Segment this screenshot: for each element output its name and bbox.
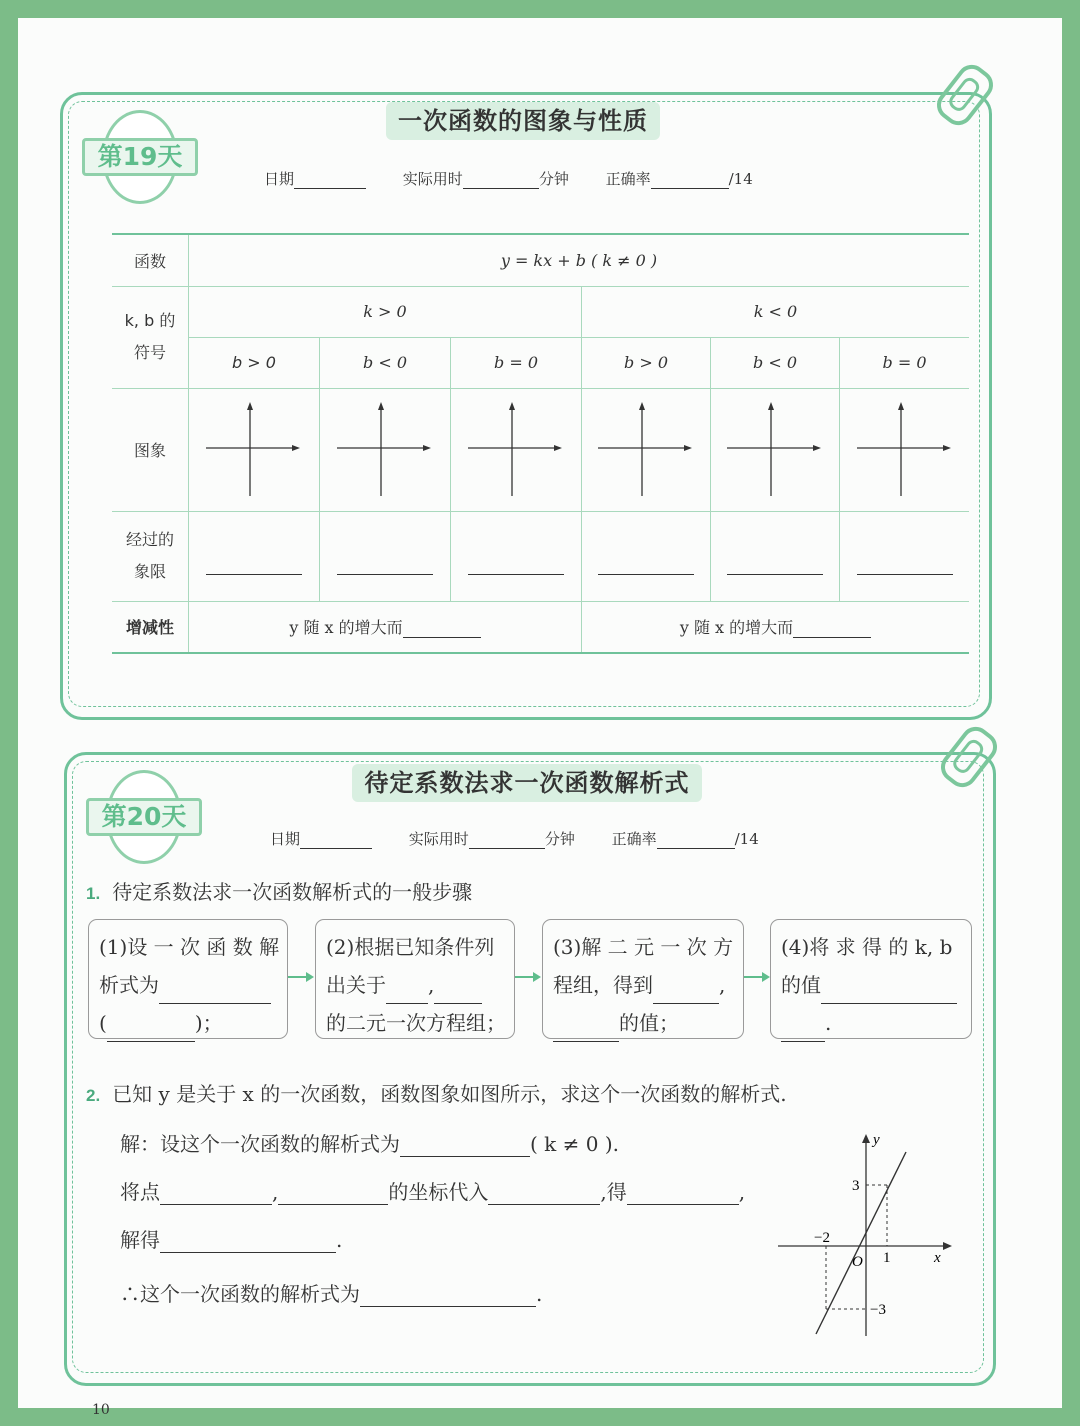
step-text: , xyxy=(428,973,435,997)
time-label: 实际用时 xyxy=(408,830,469,848)
question-text: 已知 y 是关于 x 的一次函数，函数图象如图所示，求这个一次函数的解析式. xyxy=(112,1082,787,1106)
accuracy-total: /14 xyxy=(728,170,753,188)
time-unit: 分钟 xyxy=(538,170,569,188)
b-cond-4 xyxy=(582,337,711,388)
function-properties-table xyxy=(112,233,969,654)
k-positive xyxy=(189,286,582,337)
origin-label: O xyxy=(852,1254,863,1270)
solution-text: 将点 xyxy=(120,1180,160,1204)
solution-text: 解得 xyxy=(120,1228,160,1252)
monotonic-text: y 随 x 的增大而 xyxy=(289,618,403,638)
step-line xyxy=(553,966,735,1004)
b-cond-text: b = 0 xyxy=(494,353,538,372)
tick-neg3: −3 xyxy=(870,1302,886,1318)
graph-cell-3[interactable] xyxy=(451,388,582,511)
step-text: , xyxy=(719,973,726,997)
axes-icon xyxy=(596,400,696,500)
monotonic-text: y 随 x 的增大而 xyxy=(679,618,794,638)
page-number: 10 xyxy=(92,1402,110,1418)
step-text: )； xyxy=(194,1011,223,1035)
step-text: 的值； xyxy=(619,1011,679,1035)
step-line xyxy=(781,1004,963,1042)
k-positive-text: k > 0 xyxy=(363,302,407,321)
tick-neg2: −2 xyxy=(814,1230,830,1246)
answer-blank[interactable] xyxy=(488,1186,600,1205)
quadrant-cell-1[interactable] xyxy=(189,511,320,601)
quadrant-cell-2[interactable] xyxy=(320,511,451,601)
solution-text: 解：设这个一次函数的解析式为 xyxy=(120,1132,400,1156)
quadrant-cell-6[interactable] xyxy=(840,511,970,601)
solution-text: , xyxy=(272,1180,279,1204)
function-graph xyxy=(770,1124,960,1344)
accuracy-field[interactable] xyxy=(657,832,735,849)
row-label-graph: 图象 xyxy=(112,388,189,511)
answer-blank[interactable] xyxy=(857,573,953,575)
tick-3: 3 xyxy=(852,1178,860,1194)
row-label-monotonic: 增减性 xyxy=(112,601,189,653)
answer-blank[interactable] xyxy=(793,619,871,638)
answer-blank[interactable] xyxy=(107,1023,195,1042)
step-box-1 xyxy=(88,919,288,1039)
time-field[interactable] xyxy=(469,832,545,849)
accuracy-field[interactable] xyxy=(651,172,729,189)
quadrant-line-2: 象限 xyxy=(133,562,166,581)
monotonic-cell-pos xyxy=(189,601,582,653)
day19-title: 一次函数的图象与性质 xyxy=(386,102,660,140)
answer-blank[interactable] xyxy=(159,985,271,1004)
step-line: (2)根据已知条件列 xyxy=(326,935,495,959)
step-line xyxy=(553,1004,735,1042)
answer-blank[interactable] xyxy=(781,1023,825,1042)
solution-line-4 xyxy=(120,1278,542,1307)
day20-badge-label: 第20天 xyxy=(86,798,202,836)
day20-meta xyxy=(270,828,759,849)
b-cond-1 xyxy=(189,337,320,388)
time-field[interactable] xyxy=(463,172,539,189)
row-label-function: 函数 xyxy=(112,234,189,286)
day19-meta xyxy=(264,168,753,189)
question-number: 1. xyxy=(86,884,101,903)
accuracy-total: /14 xyxy=(734,830,759,848)
accuracy-label: 正确率 xyxy=(611,830,657,848)
answer-blank[interactable] xyxy=(553,1023,619,1042)
function-expression xyxy=(189,234,970,286)
accuracy-label: 正确率 xyxy=(605,170,651,188)
solution-text: ∴这个一次函数的解析式为 xyxy=(120,1282,360,1306)
graph-cell-6[interactable] xyxy=(840,388,970,511)
answer-blank[interactable] xyxy=(386,985,428,1004)
b-cond-2 xyxy=(320,337,451,388)
answer-blank[interactable] xyxy=(160,1186,272,1205)
day19-badge xyxy=(82,110,198,204)
b-cond-text: b < 0 xyxy=(363,353,407,372)
b-cond-3 xyxy=(451,337,582,388)
quadrant-line-1: 经过的 xyxy=(125,530,174,549)
answer-blank[interactable] xyxy=(468,573,564,575)
b-cond-6 xyxy=(840,337,970,388)
b-cond-text: b < 0 xyxy=(753,353,797,372)
sign-line-2: 符号 xyxy=(133,343,166,362)
answer-blank[interactable] xyxy=(337,573,433,575)
step-line xyxy=(326,966,506,1004)
answer-blank[interactable] xyxy=(160,1234,336,1253)
answer-blank[interactable] xyxy=(360,1288,536,1307)
date-label: 日期 xyxy=(264,170,295,188)
question-1 xyxy=(86,876,472,905)
time-unit: 分钟 xyxy=(544,830,575,848)
solution-text: . xyxy=(336,1228,343,1252)
solution-line-3 xyxy=(120,1224,342,1253)
graph-cell-4[interactable] xyxy=(582,388,711,511)
solution-line-2 xyxy=(120,1176,745,1205)
arrow-right-icon xyxy=(288,970,314,984)
solution-text: . xyxy=(536,1282,543,1306)
answer-blank[interactable] xyxy=(598,573,694,575)
function-expr-text: y = kx + b ( k ≠ 0 ) xyxy=(500,250,658,270)
axes-icon xyxy=(204,400,304,500)
answer-blank[interactable] xyxy=(653,985,719,1004)
graph-cell-5[interactable] xyxy=(711,388,840,511)
axes-icon xyxy=(466,400,566,500)
quadrant-cell-5[interactable] xyxy=(711,511,840,601)
axes-icon xyxy=(725,400,825,500)
day19-badge-label: 第19天 xyxy=(82,138,198,176)
bottom-strip xyxy=(0,1408,1080,1426)
step-line xyxy=(99,966,279,1004)
step-box-3 xyxy=(542,919,744,1039)
answer-blank[interactable] xyxy=(278,1186,388,1205)
row-label-sign xyxy=(112,286,189,388)
step-line: (4)将 求 得 的 k, b xyxy=(781,935,953,959)
solution-text: ,得 xyxy=(600,1180,627,1204)
x-axis-arrow xyxy=(943,1242,952,1250)
graph-cell-2[interactable] xyxy=(320,388,451,511)
solution-line-1 xyxy=(120,1128,619,1157)
solution-text: , xyxy=(738,1180,746,1204)
answer-blank[interactable] xyxy=(727,573,823,575)
step-text: 出关于 xyxy=(326,973,386,997)
date-field[interactable] xyxy=(300,832,372,849)
step-line: (3)解 二 元 一 次 方 xyxy=(553,935,734,959)
axes-icon xyxy=(335,400,435,500)
answer-blank[interactable] xyxy=(821,985,957,1004)
solution-text: 的坐标代入 xyxy=(388,1180,489,1204)
question-number: 2. xyxy=(86,1086,101,1105)
answer-blank[interactable] xyxy=(434,985,482,1004)
sign-line-1: k, b 的 xyxy=(124,311,176,330)
y-label: y xyxy=(873,1132,880,1148)
graph-cell-1[interactable] xyxy=(189,388,320,511)
step-text: 析式为 xyxy=(99,973,159,997)
answer-blank[interactable] xyxy=(403,619,481,638)
answer-blank[interactable] xyxy=(400,1138,530,1157)
y-axis-arrow xyxy=(862,1134,870,1143)
step-line: (1)设 一 次 函 数 解 xyxy=(99,935,280,959)
axes-icon xyxy=(855,400,955,500)
answer-blank[interactable] xyxy=(206,573,302,575)
day20-badge xyxy=(86,770,202,864)
b-cond-text: b > 0 xyxy=(232,353,276,372)
step-text: 的值 xyxy=(781,973,821,997)
date-field[interactable] xyxy=(294,172,366,189)
b-cond-5 xyxy=(711,337,840,388)
arrow-right-icon xyxy=(515,970,541,984)
b-cond-text: b = 0 xyxy=(882,353,927,372)
step-box-4 xyxy=(770,919,972,1039)
tick-1: 1 xyxy=(883,1250,891,1266)
step-line xyxy=(781,966,963,1004)
solution-text: ( k ≠ 0 ). xyxy=(530,1132,619,1156)
arrow-right-icon xyxy=(744,970,770,984)
quadrant-cell-4[interactable] xyxy=(582,511,711,601)
step-line: 的二元一次方程组； xyxy=(326,1011,506,1035)
k-negative-text: k < 0 xyxy=(753,302,798,321)
row-label-quadrant xyxy=(112,511,189,601)
step-text: 程组，得到 xyxy=(553,973,653,997)
answer-blank[interactable] xyxy=(627,1186,739,1205)
monotonic-cell-neg xyxy=(582,601,970,653)
day20-title: 待定系数法求一次函数解析式 xyxy=(352,764,702,802)
step-box-2 xyxy=(315,919,515,1039)
question-text: 待定系数法求一次函数解析式的一般步骤 xyxy=(112,880,473,904)
step-text: ( xyxy=(99,1011,107,1035)
b-cond-text: b > 0 xyxy=(624,353,668,372)
step-line xyxy=(99,1004,279,1042)
x-label: x xyxy=(934,1250,941,1266)
time-label: 实际用时 xyxy=(402,170,463,188)
quadrant-cell-3[interactable] xyxy=(451,511,582,601)
k-negative xyxy=(582,286,970,337)
date-label: 日期 xyxy=(270,830,301,848)
step-text: . xyxy=(825,1011,832,1035)
question-2 xyxy=(86,1078,787,1107)
